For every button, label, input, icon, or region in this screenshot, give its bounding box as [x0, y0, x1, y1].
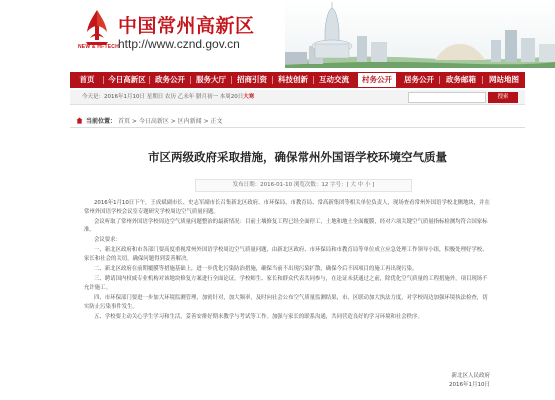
- date-info: [82, 92, 254, 100]
- breadcrumb-label: 当前位置：: [86, 118, 117, 125]
- article-paragraph: 会议要求：: [94, 237, 121, 244]
- nav-separator: [190, 76, 191, 84]
- sign-date: 2016年1月10日: [449, 381, 490, 388]
- site-header: [0, 0, 555, 68]
- article-paragraph: 会议听取了常州外国语学校周边空气质量问题整治的最新情况：目前土壤修复工程已经全面停工，土地和地土全面覆膜，经对六项关键空气质量指标检测均符合国家标准。: [84, 218, 488, 234]
- nav-separator: [149, 76, 150, 84]
- nav-item-resident-affairs[interactable]: 居务公开: [404, 75, 434, 84]
- article-title: 市区两级政府采取措施，确保常州外国语学校环境空气质量: [148, 150, 447, 164]
- breadcrumb: [70, 115, 525, 128]
- article-paragraph: 一、新北区政府和市各部门要高度重视常州外国语学校周边空气质量问题，由新北区政府、市环保局和市教育局等单位成立应急处理工作领导小组，积极处理好学校、家长和社会的关切，确保问题得到妥善解决。: [84, 247, 488, 263]
- nav-separator: [482, 76, 483, 84]
- date-text: 今天是：2016年1月10日 星期日 农历 乙未年 腊月初一 本周20日: [82, 94, 244, 100]
- site-url: http://www.cznd.gov.cn: [118, 37, 240, 51]
- search-input[interactable]: [408, 92, 486, 103]
- article-paragraph: 2016年1月10日下午，王成斌副市长、史志军副市长召集新北区政府、市环保局、市教育局、常高新集团等相关单位负责人，现场查看常州外国语学校北侧地块，并在常州外国语学校会议室专题研究学校周边空气质量问题。: [84, 200, 490, 215]
- sign-org: 新北区人民政府: [451, 373, 490, 379]
- nav-item-gov-mailbox[interactable]: 政务邮箱: [446, 75, 476, 84]
- search-button[interactable]: 搜索: [488, 92, 518, 103]
- nav-separator: [313, 76, 314, 84]
- city-skyline-banner: [285, 0, 555, 68]
- nav-separator: [103, 76, 104, 84]
- article-body: [84, 199, 490, 323]
- nav-separator: [231, 76, 232, 84]
- nav-separator: [439, 76, 440, 84]
- nav-item-gov-affairs[interactable]: 政务公开: [155, 75, 185, 84]
- article-paragraph: 三、聘请国内权威专业机构对该地块修复方案进行全面论证，学校师生、家长和群众代表共同参与，在论证未获通过之前，除优化空气质量的工程措施外，项目现场不允许施工。: [84, 276, 488, 291]
- solar-term: 大寒: [243, 94, 255, 100]
- nav-separator: [272, 76, 273, 84]
- nav-item-service-hall[interactable]: 服务大厅: [196, 75, 226, 84]
- main-nav: [70, 72, 525, 88]
- article-meta: 发布日期：2016-01-10 浏览次数：12 字号：[ 大 中 小 ]: [195, 179, 412, 192]
- nav-item-investment[interactable]: 招商引资: [237, 75, 267, 84]
- article-signature: [400, 372, 490, 389]
- nav-item-village-affairs[interactable]: 村务公开: [357, 72, 397, 88]
- nav-item-site-map[interactable]: 网站地图: [489, 75, 519, 84]
- article-paragraph: 二、新北区政府在前期覆膜等措施基础上，进一步优化污染防治措施，确保当前不出现污染扩散，确保今后不因项目的施工再出现污染。: [94, 266, 418, 273]
- nav-item-interaction[interactable]: 互动交流: [319, 75, 349, 84]
- nav-item-innovation[interactable]: 科技创新: [278, 75, 308, 84]
- logo-caption: NEW & HI-TECH: [78, 44, 119, 50]
- date-info-bar: [70, 90, 525, 105]
- article-paragraph: 四、市环保部门要进一步加大环境监测管理，加密针对，加大频率，及时向社会公布空气质量监测结果，市、区联动加大执法力度，对学校周边加强环境执法检查，切实防止污染事件发生。: [84, 294, 488, 310]
- home-icon: [76, 117, 83, 124]
- site-title[interactable]: 中国常州高新区: [118, 15, 255, 37]
- logo-icon[interactable]: [82, 8, 112, 48]
- article-paragraph: 五、学校要主动关心学生学习和生活，妥善安排好期末教学与考试等工作。加强与家长的联系沟通，共同营造良好的学习环境和社会秩序。: [94, 313, 423, 320]
- nav-item-today[interactable]: 今日高新区: [108, 75, 146, 84]
- breadcrumb-path[interactable]: 首页 > 今日高新区 > 区内新闻 > 正文: [118, 118, 223, 125]
- nav-item-home[interactable]: 首页: [79, 75, 95, 84]
